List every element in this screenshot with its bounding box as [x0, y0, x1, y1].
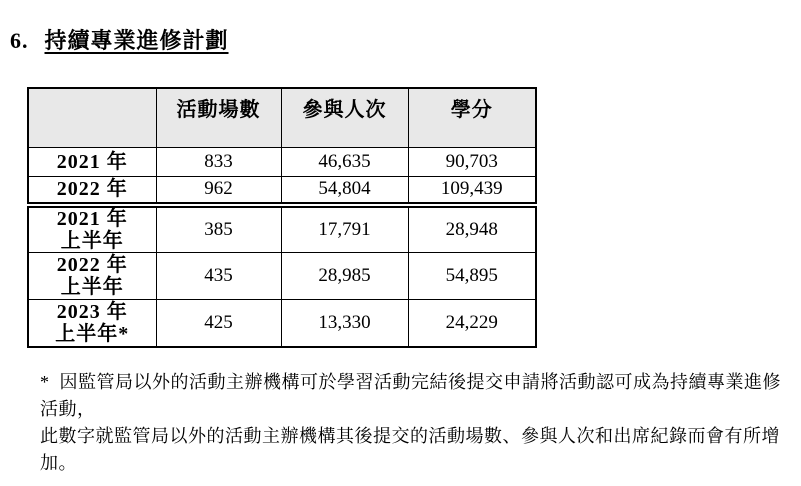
header-cell-participants: 參與人次	[281, 88, 408, 147]
section-title-text: 持續專業進修計劃	[44, 28, 229, 53]
cell-activity-count: 425	[156, 300, 281, 347]
footnote-line1: 因監管局以外的活動主辦機構可於學習活動完結後提交申請將活動認可成為持續專業進修活動，	[40, 372, 781, 419]
row-label-line2: 上半年	[60, 276, 124, 298]
footnote-line2: 此數字就監管局以外的活動主辦機構其後提交的活動場數、參與人次和出席紀錄而會有所增加。	[40, 426, 780, 473]
row-label	[28, 253, 156, 300]
row-label: 2022 年	[28, 176, 156, 205]
table-row	[28, 253, 536, 300]
cell-participants: 54,804	[281, 176, 408, 205]
header-cell-empty	[28, 88, 156, 147]
cell-participants: 13,330	[281, 300, 408, 347]
cell-credits: 90,703	[408, 147, 536, 176]
cell-activity-count: 962	[156, 176, 281, 205]
table-row	[28, 147, 536, 176]
cell-credits: 24,229	[408, 300, 536, 347]
cell-participants: 28,985	[281, 253, 408, 300]
cell-credits: 28,948	[408, 205, 536, 253]
footnote-marker: *	[40, 372, 50, 392]
cpd-statistics-table	[27, 87, 537, 348]
cell-credits: 109,439	[408, 176, 536, 205]
cell-activity-count: 833	[156, 147, 281, 176]
row-label	[28, 300, 156, 347]
row-label-line2: 上半年*	[55, 322, 130, 345]
cell-participants: 46,635	[281, 147, 408, 176]
section-number: 6.	[10, 28, 29, 53]
table-row	[28, 205, 536, 253]
row-label	[28, 205, 156, 253]
table-row	[28, 176, 536, 205]
table-header-row	[28, 88, 536, 147]
row-label-line1: 2021 年	[56, 208, 128, 230]
row-label-line2: 上半年	[60, 230, 124, 252]
cell-participants: 17,791	[281, 205, 408, 253]
row-label-line1: 2022 年	[56, 254, 128, 276]
cell-activity-count: 385	[156, 205, 281, 253]
table-row	[28, 300, 536, 347]
page-title	[10, 24, 229, 55]
row-label-line1: 2023 年	[56, 300, 128, 323]
cell-credits: 54,895	[408, 253, 536, 300]
row-label: 2021 年	[28, 147, 156, 176]
cell-activity-count: 435	[156, 253, 281, 300]
header-cell-credits: 學分	[408, 88, 536, 147]
footnote	[40, 369, 796, 477]
header-cell-activity-count: 活動場數	[156, 88, 281, 147]
